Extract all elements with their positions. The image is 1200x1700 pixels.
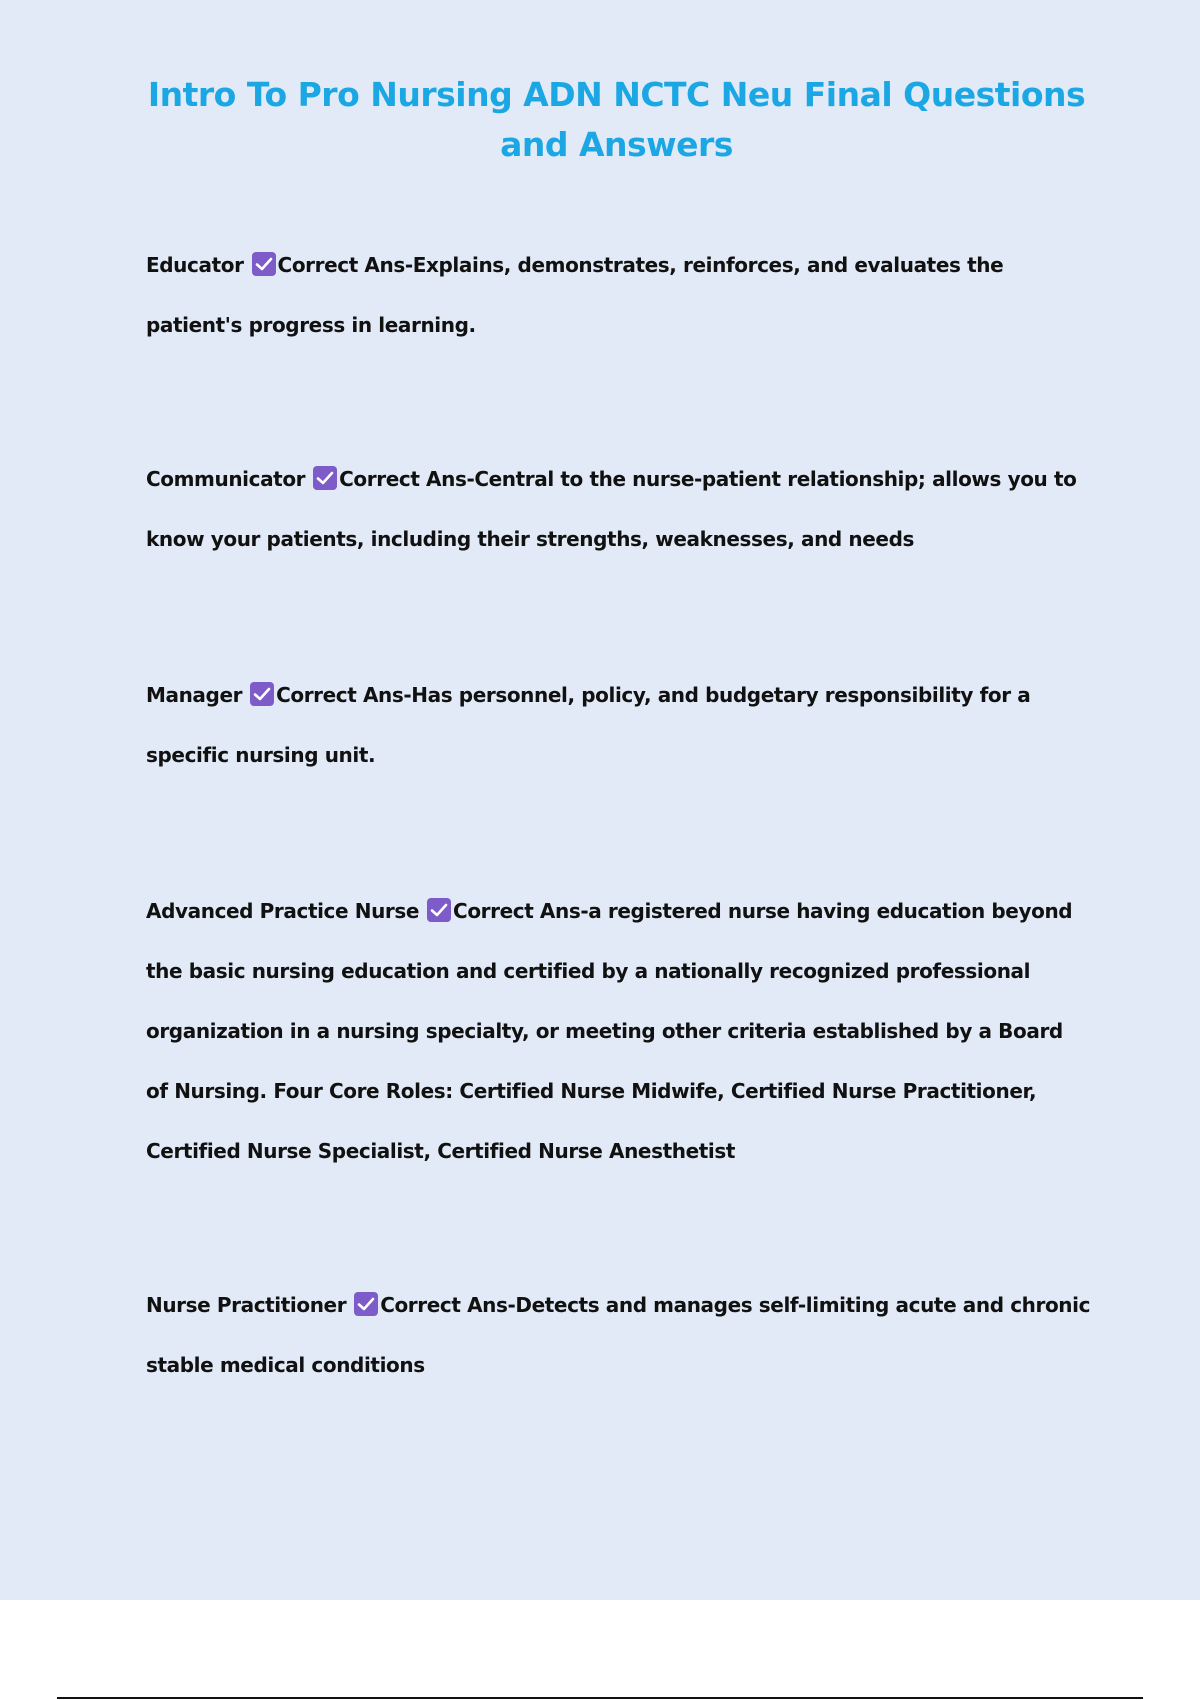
qa-item-communicator <box>146 449 1091 569</box>
qa-term: Nurse Practitioner <box>146 1293 347 1317</box>
qa-term: Advanced Practice Nurse <box>146 899 420 923</box>
qa-answer: Correct Ans-Central to the nurse-patient relationship; allows you to know your patients, including their strengths, weaknesses, and needs <box>146 467 1077 551</box>
qa-term: Manager <box>146 683 243 707</box>
footer-divider <box>57 1697 1143 1699</box>
qa-item-nurse-practitioner <box>146 1275 1091 1395</box>
qa-item-advanced-practice-nurse <box>146 881 1091 1181</box>
check-mark-icon <box>427 898 451 922</box>
qa-answer: Correct Ans-a registered nurse having education beyond the basic nursing education and certified by a nationally recognized professional organization in a nursing specialty, or meeting other criteria established by a Board of Nursing. Four Core Roles: Certified Nurse Midwife, Certified Nurse Practitioner, Certified Nurse Specialist, Certified Nurse Anesthetist <box>146 899 1073 1163</box>
check-mark-icon <box>313 466 337 490</box>
check-mark-icon <box>250 682 274 706</box>
qa-item-educator <box>146 235 1091 355</box>
document-title: Intro To Pro Nursing ADN NCTC Neu Final Questions and Answers <box>147 75 1086 164</box>
qa-answer: Correct Ans-Explains, demonstrates, reinforces, and evaluates the patient's progress in learning. <box>146 253 1004 337</box>
qa-term: Communicator <box>146 467 306 491</box>
check-mark-icon <box>252 252 276 276</box>
qa-answer: Correct Ans-Has personnel, policy, and budgetary responsibility for a specific nursing unit. <box>146 683 1031 767</box>
qa-answer: Correct Ans-Detects and manages self-limiting acute and chronic stable medical conditions <box>146 1293 1091 1377</box>
qa-item-manager <box>146 665 1091 785</box>
check-mark-icon <box>354 1292 378 1316</box>
qa-term: Educator <box>146 253 244 277</box>
